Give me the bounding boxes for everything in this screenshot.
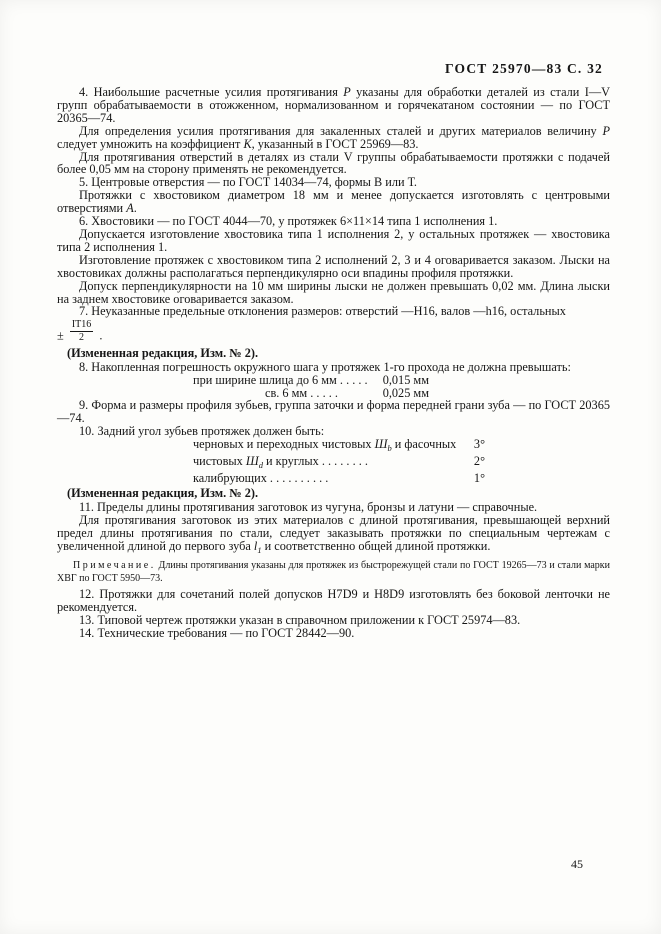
paragraph: Для определения усилия протягивания для закаленных сталей и других материалов величину Р следует умножить на коэффициент К, указанный в ГОСТ 25969—83. (57, 123, 610, 151)
paragraph: (Измененная редакция, Изм. № 2). (67, 485, 259, 500)
paragraph: Протяжки с хвостовиком диаметром 18 мм и менее допускается изготовлять с центровыми отверстиями А. (57, 188, 610, 216)
standard-header: ГОСТ 25970—83 С. 32 (445, 61, 603, 76)
paragraph: 10. Задний угол зубьев протяжек должен быть: (79, 424, 325, 439)
paragraph: черновых и переходных чистовых $Ш_b$ и фасочных 3° (193, 437, 485, 454)
paragraph: св. 6 мм . . . . . 0,025 мм (265, 385, 429, 400)
paragraph: 4. Наибольшие расчетные усилия протягивания Р указаны для обработки деталей из стали I—V групп обрабатываемости в отожженном, нормализованном и горячекатаном состоянии — по ГОСТ 20365—74. (57, 85, 610, 125)
paragraph: 7. Неуказанные предельные отклонения размеров: отверстий —H16, валов —h16, остальных (79, 304, 566, 319)
fraction: $\frac{IT16}{2}$ (71, 319, 92, 343)
paragraph: Для протягивания заготовок из этих материалов с длиной протягивания, превышающей верхний предел длины протягивания по стали, следует заказывать протяжки по специальным чертежам с увеличенной длиной до первого зуба $l_1$ и соответственно общей длиной протяжки. (57, 512, 610, 555)
paragraph: Допускается изготовление хвостовика типа 1 исполнения 2, у остальных протяжек — хвостовика типа 2 исполнения 1. (57, 226, 610, 254)
paragraph: Для протягивания отверстий в деталях из стали V группы обрабатываемости протяжки с подачей более 0,05 мм на сторону применять не рекомендуется. (57, 149, 610, 177)
paragraph: (Измененная редакция, Изм. № 2). (67, 345, 259, 360)
line-value: 2° (473, 454, 485, 469)
paragraph: калибрующих . . . . . . . . . . 1° (193, 470, 485, 485)
paragraph: 13. Типовой чертеж протяжки указан в справочном приложении к ГОСТ 25974—83. (79, 612, 521, 627)
paragraph: при ширине шлица до 6 мм . . . . . 0,015 мм (193, 372, 429, 387)
paragraph: 5. Центровые отверстия — по ГОСТ 14034—74, формы В или Т. (79, 175, 417, 190)
paragraph: 6. Хвостовики — по ГОСТ 4044—70, у протяжек 6×11×14 типа 1 исполнения 1. (79, 214, 498, 229)
paragraph: ± $\frac{IT16}{2}$ . (57, 319, 103, 343)
paragraph: 14. Технические требования — по ГОСТ 28442—90. (79, 625, 355, 640)
paragraph: 8. Накопленная погрешность окружного шага у протяжек 1-го прохода не должна превышать: (79, 359, 571, 374)
line-value: 3° (473, 437, 485, 452)
paragraph: Изготовление протяжек с хвостовиком типа 2 исполнений 2, 3 и 4 оговаривается заказом. Лыски на хвостовиках должны располагаться перпендикулярно оси впадины профиля протяжки. (57, 252, 610, 280)
paragraph: 12. Протяжки для сочетаний полей допусков H7D9 и H8D9 изготовлять без боковой ленточки не рекомендуется. (57, 587, 610, 614)
document-body (57, 86, 610, 640)
line-value: 0,025 мм (382, 385, 429, 400)
paragraph: 11. Пределы длины протягивания заготовок из чугуна, бронзы и латуни — справочные. (79, 499, 538, 514)
line-value: 1° (473, 470, 485, 485)
paragraph: 9. Форма и размеры профиля зубьев, группа заточки и форма передней грани зуба — по ГОСТ 20365—74. (57, 398, 610, 426)
paragraph: Примечание. Длины протягивания указаны для протяжек из быстрорежущей стали по ГОСТ 19265—73 и стали марки ХВГ по ГОСТ 5950—73. (57, 560, 610, 584)
line-value: 0,015 мм (382, 372, 429, 387)
paragraph: чистовых $Ш_d$ и круглых . . . . . . . . 2° (193, 454, 485, 471)
page-number: 45 (571, 857, 583, 871)
paragraph: Допуск перпендикулярности на 10 мм ширины лыски не должен превышать 0,02 мм. Длина лыски на заднем хвостовике оговаривается заказом. (57, 278, 610, 306)
